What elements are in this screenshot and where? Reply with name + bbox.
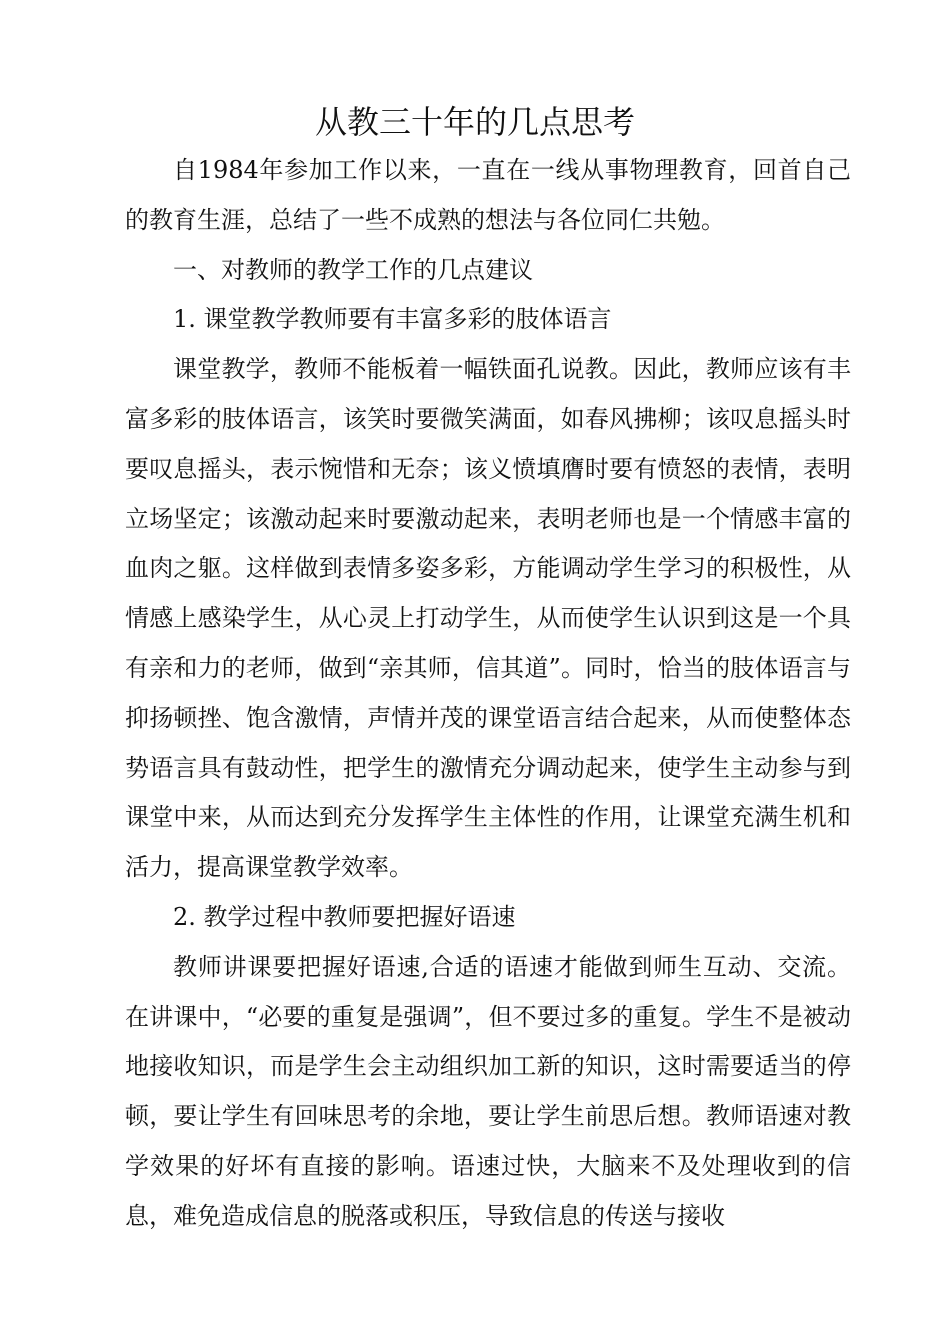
body-paragraph-2: 教师讲课要把握好语速,合适的语速才能做到师生互动、交流。在讲课中，“必要的重复是强调”，但不要过多的重复。学生不是被动地接收知识，而是学生会主动组织加工新的知识，这时需要适当的停顿，要让学生有回味思考的余地，要让学生前思后想。教师语速对教学效果的好坏有直接的影响。语速过快，大脑来不及处理收到的信息，难免造成信息的脱落或积压，导致信息的传送与接收 <box>125 952 851 1230</box>
section-heading: 一、对教师的教学工作的几点建议 <box>173 255 533 284</box>
subsection-heading-2: 2. 教学过程中教师要把握好语速 <box>173 902 516 931</box>
document-body <box>125 146 851 1242</box>
body-paragraph-1: 课堂教学，教师不能板着一幅铁面孔说教。因此，教师应该有丰富多彩的肢体语言，该笑时要微笑满面，如春风拂柳；该叹息摇头时要叹息摇头，表示惋惜和无奈；该义愤填膺时要有愤怒的表情，表明立场坚定；该激动起来时要激动起来，表明老师也是一个情感丰富的血肉之躯。这样做到表情多姿多彩，方能调动学生学习的积极性，从情感上感染学生，从心灵上打动学生，从而使学生认识到这是一个具有亲和力的老师，做到“亲其师，信其道”。同时，恰当的肢体语言与抑扬顿挫、饱含激情，声情并茂的课堂语言结合起来，从而使整体态势语言具有鼓动性，把学生的激情充分调动起来，使学生主动参与到课堂中来，从而达到充分发挥学生主体性的作用，让课堂充满生机和活力，提高课堂教学效率。 <box>125 355 851 882</box>
subsection-heading-1: 1. 课堂教学教师要有丰富多彩的肢体语言 <box>173 305 612 334</box>
intro-paragraph: 自1984年参加工作以来，一直在一线从事物理教育，回首自己的教育生涯，总结了一些不成熟的想法与各位同仁共勉。 <box>125 156 851 234</box>
page-title: 从教三十年的几点思考 <box>314 103 635 141</box>
